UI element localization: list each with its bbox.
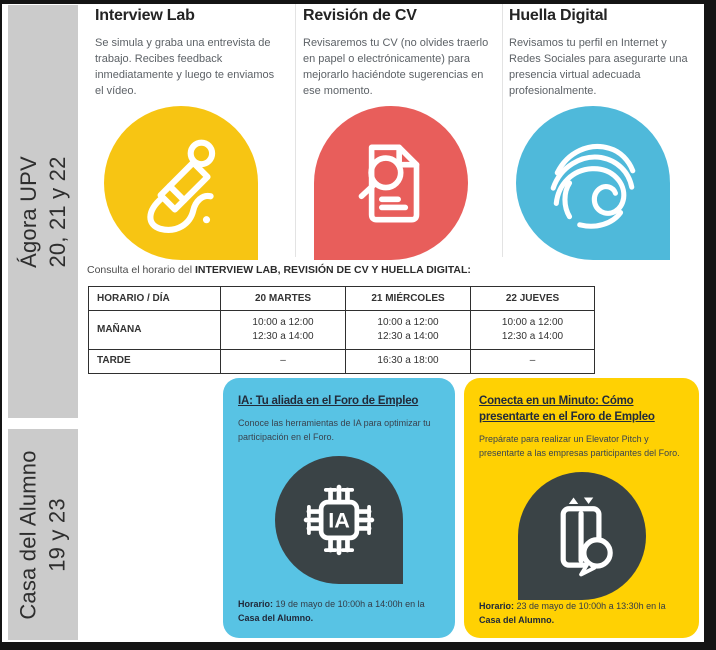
table-row-manana [89, 311, 595, 350]
column-divider [295, 4, 296, 257]
event-title: IA: Tu aliada en el Foro de Empleo [238, 395, 419, 407]
agora-vertical-text [14, 156, 72, 268]
time-slot: 12:30 a 14:00 [501, 331, 564, 342]
header-horario-dia: HORARIO / DÍA [89, 287, 221, 311]
microphone-bubble [104, 106, 258, 260]
service-title: Huella Digital [509, 7, 608, 24]
elevator-pitch-icon [535, 489, 629, 583]
cell-tarde-martes: – [221, 350, 346, 374]
fingerprint-icon [542, 132, 644, 234]
frame-left-bar [0, 0, 2, 650]
horario-label: Horario: [479, 601, 515, 612]
cell-manana-jueves [471, 311, 595, 350]
column-divider [502, 4, 503, 257]
agora-dates: 20, 21 y 22 [45, 155, 71, 268]
frame-top-bar [0, 0, 716, 4]
frame-right-bar [704, 0, 716, 650]
fingerprint-bubble [516, 106, 670, 260]
schedule-intro-prefix: Consulta el horario del [87, 264, 195, 276]
event-description: Conoce las herramientas de IA para optimizar tu participación en el Foro. [238, 418, 431, 442]
header-21-miercoles: 21 MIÉRCOLES [346, 287, 471, 311]
casa-vertical-text [14, 450, 72, 619]
service-description: Revisamos tu perfil en Internet y Redes Sociales para asegurarte una presencia virtual adecuada profesionalmente. [509, 37, 688, 97]
cv-magnifier-icon [340, 132, 442, 234]
service-huella-digital [509, 7, 697, 100]
event-description: Prepárate para realizar un Elevator Pitch y presentarte a las empresas participantes del Foro. [479, 434, 680, 458]
service-description: Revisaremos tu CV (no olvides traerlo en papel o electrónicamente) para mejorarlo haciéndote sugerencias en ese momento. [303, 37, 489, 97]
service-title: Interview Lab [95, 7, 195, 24]
event-schedule [479, 600, 684, 627]
horario-text: 19 de mayo de 10:00h a 14:00h en la [275, 599, 425, 609]
event-card-ia [223, 378, 455, 638]
event-card-elevator-pitch [464, 378, 699, 638]
time-slot: 10:00 a 12:00 [501, 316, 564, 328]
cv-magnifier-bubble [314, 106, 468, 260]
cell-manana-martes [221, 311, 346, 350]
ai-chip-label: IA [328, 507, 350, 533]
cell-tarde-jueves: – [471, 350, 595, 374]
elevator-pitch-bubble [518, 472, 646, 600]
horario-label: Horario: [238, 599, 274, 609]
table-row-tarde [89, 350, 595, 374]
casa-title: Casa del Alumno [16, 449, 42, 620]
sidebar-block-agora-upv [8, 5, 78, 418]
schedule-intro [87, 264, 471, 276]
ai-chip-icon [292, 473, 386, 567]
time-slot: 10:00 a 12:00 [252, 316, 314, 328]
schedule-intro-bold: INTERVIEW LAB, REVISIÓN DE CV Y HUELLA DIGITAL: [194, 264, 471, 276]
cell-tarde-miercoles: 16:30 a 18:00 [346, 350, 471, 374]
horario-place: Casa del Alumno. [479, 614, 555, 625]
schedule-table [88, 286, 595, 374]
header-22-jueves: 22 JUEVES [471, 287, 595, 311]
frame-bottom-bar [0, 642, 716, 650]
service-interview-lab [95, 7, 283, 100]
time-slot: 12:30 a 14:00 [377, 331, 439, 342]
row-label-tarde: TARDE [89, 350, 221, 374]
event-title: Conecta en un Minuto: Cómo presentarte en el Foro de Empleo [479, 395, 655, 424]
service-description: Se simula y graba una entrevista de trabajo. Recibes feedback inmediatamente y luego te enviamos el vídeo. [95, 37, 275, 97]
sidebar-block-casa-del-alumno [8, 429, 78, 640]
row-label-manana: MAÑANA [89, 311, 221, 350]
cell-manana-miercoles [346, 311, 471, 350]
agora-title: Ágora UPV [16, 155, 42, 268]
header-20-martes: 20 MARTES [221, 287, 346, 311]
service-title: Revisión de CV [303, 7, 417, 24]
casa-dates: 19 y 23 [45, 497, 71, 572]
event-schedule [238, 598, 440, 625]
horario-text: 23 de mayo de 10:00h a 13:30h en la [516, 601, 666, 612]
time-slot: 12:30 a 14:00 [252, 331, 314, 342]
ai-chip-bubble [275, 456, 403, 584]
microphone-icon [130, 132, 232, 234]
table-header-row [89, 287, 595, 311]
time-slot: 10:00 a 12:00 [377, 316, 439, 328]
horario-place: Casa del Alumno. [238, 612, 314, 623]
service-revision-cv [303, 7, 491, 100]
